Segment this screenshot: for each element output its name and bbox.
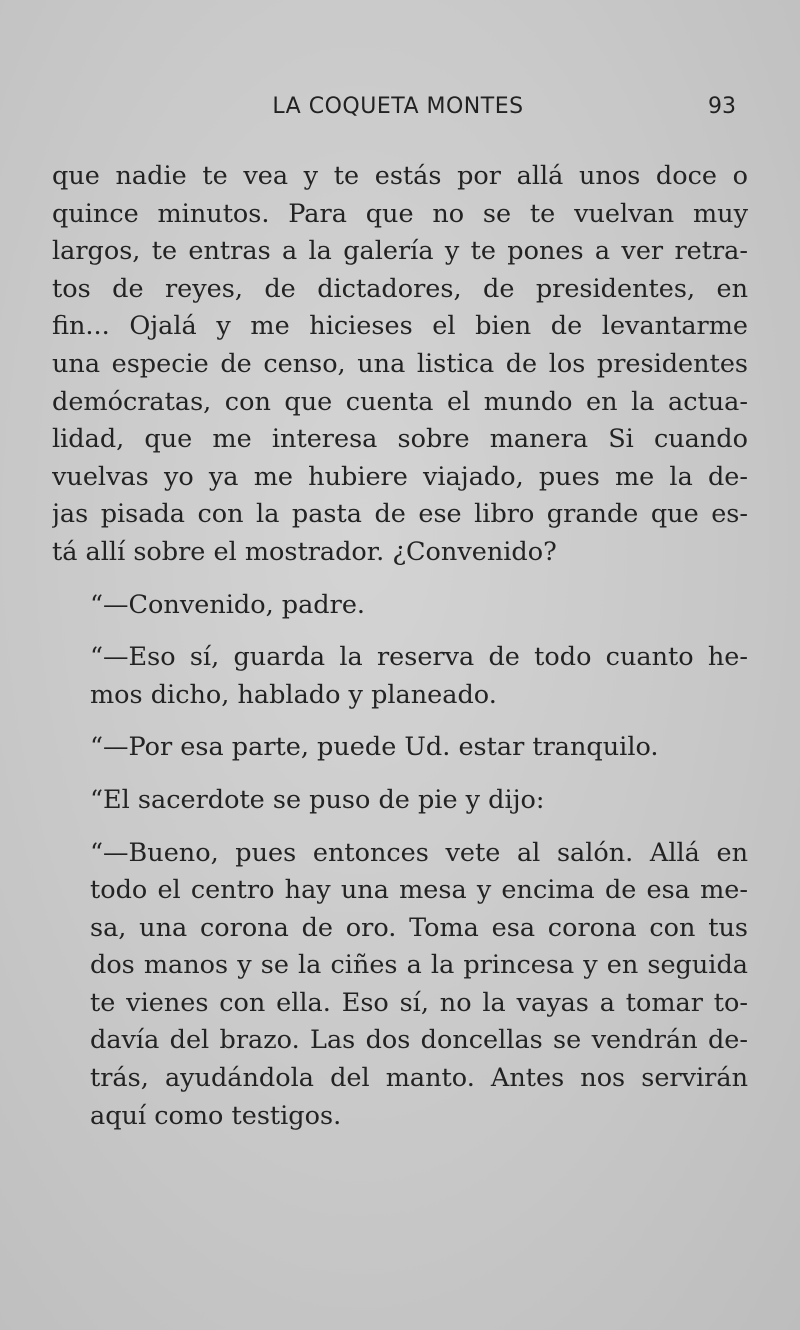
text-line: trás, ayudándola del manto. Antes nos servirán [90,1063,748,1094]
text-line: “—Eso sí, guarda la reserva de todo cuanto he- [90,642,748,673]
text-line: largos, te entras a la galería y te pones a ver retra- [52,236,748,267]
paragraph-1 [52,158,748,572]
text-line: quince minutos. Para que no se te vuelvan muy [52,198,748,229]
body-text [52,158,748,1135]
text-line: demócratas, con que cuenta el mundo en la actua- [52,386,748,417]
text-line: “El sacerdote se puso de pie y dijo: [90,784,545,815]
text-line: dos manos y se la ciñes a la princesa y en seguida [90,950,748,981]
text-line: davía del brazo. Las dos doncellas se vendrán de- [90,1025,748,1056]
text-line: lidad, que me interesa sobre manera Si cuando [52,424,748,455]
text-line: aquí como testigos. [90,1100,342,1131]
paragraph-3 [52,639,748,714]
text-line: jas pisada con la pasta de ese libro grande que es- [52,499,748,530]
text-line: vuelvas yo ya me hubiere viajado, pues me la de- [52,461,748,492]
text-line: mos dicho, hablado y planeado. [90,679,497,710]
text-line: tos de reyes, de dictadores, de presidentes, en [52,273,748,304]
paragraph-2 [52,587,748,625]
text-line: fin... Ojalá y me hicieses el bien de levantarme [52,311,748,342]
text-line: “—Convenido, padre. [90,589,366,620]
text-line: todo el centro hay una mesa y encima de esa me- [90,875,748,906]
text-line: que nadie te vea y te estás por allá unos doce o [52,161,748,191]
paragraph-6 [52,835,748,1136]
text-line: “—Por esa parte, puede Ud. estar tranquilo. [90,732,659,763]
text-line: tá allí sobre el mostrador. ¿Convenido? [52,536,557,567]
running-header [52,90,744,130]
book-title: LA COQUETA MONTES [272,94,524,119]
paragraph-5 [52,782,748,820]
text-line: sa, una corona de oro. Toma esa corona con tus [90,912,748,943]
text-line: una especie de censo, una listica de los presidentes [52,348,748,379]
paragraph-4 [52,729,748,767]
text-line: “—Bueno, pues entonces vete al salón. Allá en [90,837,748,868]
text-line: te vienes con ella. Eso sí, no la vayas a tomar to- [90,987,748,1018]
page-number: 93 [708,94,736,119]
